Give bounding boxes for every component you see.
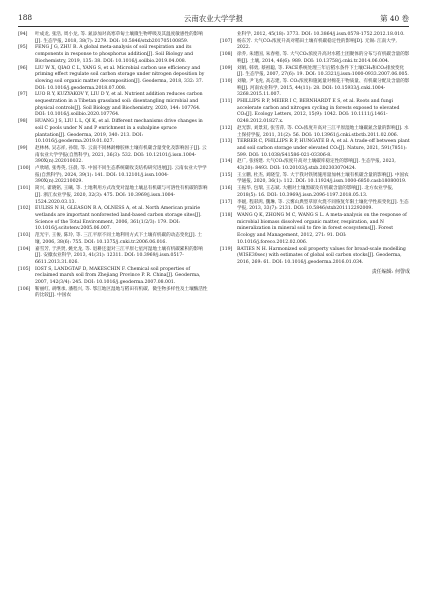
reference-number: [112] (220, 125, 233, 131)
reference-number: [102] (18, 206, 31, 212)
reference-text: 简兴, 翟晓铭, 王曦, 等. 土地利用方式改变对湿地土壤总有机碳与可溶性有机碳的影响[J]. 浙江农业学报, 2020, 32(3): 475. DOI: 10.3969/j.issn.1004-1524.2020.03.13. (35, 186, 208, 205)
reference-text: 刘敏, 尹飞虎, 高志建, 等. CO₂浓度和施氮量对棉花干物质量、有机碳分配及含量的影响[J]. 河南农业科学, 2015, 44(11): 28. DOI: 10.15933/j.cnki.1004-3268.2015.11.007. (237, 78, 410, 98)
reference-number: [95] (18, 45, 28, 51)
header-rule (18, 26, 409, 27)
reference-entry (18, 287, 208, 300)
reference-entry (18, 146, 208, 166)
reference-text: 王立鹏, 杜杰, 刘晓莹, 等. 大于我对铁锈施用量加林土壤有机碳含量的影响[J]. 中国农学通报, 2020, 36(1): 112. DOI: 10.11924/j.issn.1000-6850.casb18080019. (237, 172, 409, 185)
reference-number: [106] (18, 286, 31, 292)
reference-entry (220, 247, 410, 267)
reference-entry (220, 200, 410, 213)
reference-text: 李媛, 程彩鸿, 魏琳, 等. 云雾山典型草原火烧不同恢复年限土壤化学性质变化[J]. 生态学报, 2013, 33(7): 2131. DOI: 10.5846/stxb201112292009. (237, 199, 409, 212)
reference-entry (18, 119, 208, 146)
reference-text: FENG J G, ZHU B. A global meta-analysis of soil respiration and its components in response to phosphorus addition[J]. Soil Biology and Biochemistry, 2019, 135: 38. DOI: 10.1016/j.soilbio.2019.04.008. (35, 45, 194, 64)
reference-entry (220, 52, 410, 65)
reference-entry (18, 92, 208, 119)
reference-text: 靳丽红, 胡继承, 潘程兴, 等. 鄂江地区湿地与稻田有机碳、微生物多样性及土壤酶活性的比较[J]. 中国农 (35, 286, 208, 299)
reference-number: [104] (18, 246, 31, 252)
reference-entry (220, 173, 410, 186)
reference-entry (220, 126, 410, 139)
reference-text: LUO R Y, KUZYAKOV Y, LIU D Y, et al. Nutrient addition reduces carbon sequestration in a Tibetan grassland soil: disentangling microbial and physical controls[J]. Soil Biology and Biochemistry, 2020, 144: 107764. DOI: 10.1016/j.soilbio.2020.107764. (35, 92, 203, 118)
reference-text: EULISS N H, GLEASON R A, OLNESS A, et al. North American prairie wetlands are important nonforested land-based carbon storage sites[J]. Science of the Total Environment, 2006, 361(1/2/3): 179. DOI: 10.1016/j.scitotenv.2005.06.007. (35, 206, 202, 232)
reference-entry (18, 45, 208, 65)
reference-text: IOST S, LANDGTAF D, MAKESCHIN F. Chemical soil properties of reclaimed marsh soil from Zhejiang Province P. R. China[J]. Geoderma, 2007, 142(3/4): 245. DOI: 10.1016/j.geoderma.2007.08.001. (35, 266, 201, 286)
reference-entry (220, 79, 410, 99)
reference-entry (220, 99, 410, 126)
reference-text: 业科学, 2012, 45(18): 3773. DOI: 10.3864/j.issn.0578-1752.2012.18.010. (237, 32, 405, 37)
reference-number: [119] (220, 246, 233, 252)
reference-number: [100] (18, 166, 31, 172)
reference-number: [109] (220, 65, 233, 71)
reference-text: 王振华, 包瑞, 王志斌. 大棚对土壤黑碳及有机碳含量的影响[J]. 北方农业学报, 2018(5): 16. DOI: 10.3969/j.issn.2096-1197.2018.05.13. (237, 186, 394, 198)
reference-entry (18, 32, 208, 45)
reference-entry (18, 267, 208, 287)
reference-text: PHILLIPS R P, MEIER I C, BERNHARDT E S, et al. Roots and fungi accelerate carbon and nitrogen cycling in forests exposed to elevated CO₂[J]. Ecology Letters, 2012, 15(9): 1042. DOI: 10.1111/j.1461-0248.2012.01827.x. (237, 99, 400, 125)
reference-entry (220, 66, 410, 79)
reference-entry (220, 159, 410, 172)
reference-number: [116] (220, 186, 233, 192)
reference-number: [110] (220, 78, 233, 84)
reference-text: 嘉雪芳, 于洪贤, 姚允龙, 等. 退耕还湿对三江平原七星河湿地土壤有机碳累积的影响[J]. 安徽农业科学, 2013, 41(31): 12311. DOI: 10.3969/j.issn.0517-6611.2013.31.026. (35, 246, 203, 265)
reference-entry (220, 139, 410, 159)
reference-number: [111] (220, 99, 233, 105)
reference-entry (18, 66, 208, 93)
reference-text: 赵林林, 吴志祥, 孙瑞, 等. 云南不同林龄橡胶林土壤有机碳含量变化及影响因子[J]. 云南农业大学学报(自然科学), 2021, 36(3): 532. DOI: 10.12101/j.issn.1004-390X(n).202010032. (35, 145, 207, 165)
reference-number: [115] (220, 172, 233, 178)
reference-text: LIU W X, QIAO C L, YANG S, et al. Microbial carbon use efficiency and priming effect regulate soil carbon storage under nitrogen deposition by slowing soil organic matter decomposition[J]. Geoderma, 2018, 332: 37. DOI: 10.1016/j.geoderma.2018.07.008. (35, 65, 205, 91)
reference-number: [101] (18, 186, 31, 192)
references-body (18, 32, 410, 592)
left-column (18, 32, 208, 592)
reference-number: [97] (18, 92, 28, 98)
reference-text: 范光宇, 王俊, 陈玲, 等. 三江平原不同土地利用方式下土壤有机碳的动态变化[J]. 土壤, 2006, 38(6): 755. DOI: 10.1375/j.cnki.tr.2006.06.016. (35, 233, 203, 245)
reference-number: [105] (18, 266, 31, 272)
reference-entry (18, 233, 208, 246)
reference-text: 刘娟, 韩勇, 蔡祖聪, 等. FACE系统处理三年后稻水条件下土壤CH₄和CO₂排放变化[J]. 生态学报, 2007, 27(6): 19. DOI: 10.3321/j.issn:1000-0933.2007.06.005. (237, 65, 409, 78)
reference-number: [103] (18, 233, 31, 239)
reference-number: [117] (220, 199, 233, 205)
reference-number: [99] (18, 145, 28, 151)
reference-entry (18, 186, 208, 206)
reference-number: [113] (220, 139, 233, 145)
reference-text: 徐乔, 朱建国, 朱春梧, 等. 大气CO₂浓度升高对水稻土团聚体的分布与有机碳含量的影响[J]. 土壤, 2014, 46(6): 989. DOI: 10.13758/j.cnki.tr.2014.06.004. (237, 52, 410, 64)
reference-text: 叶成龙, 张浩, 周小龙, 等. 氮添加对高寒草甸土壤微生物呼吸及其温度敏感性的影响[J]. 生态学报, 2018, 38(7): 2279. DOI: 10.5846/stxb201705100859. (35, 32, 203, 44)
editor-note: 责任编辑: 何謦成 (371, 268, 410, 275)
reference-text: HUANG J S, LIU L L, QI K, et al. Different mechanisms drive changes in soil C pools under N and P enrichment in a subalpine spruce plantation[J]. Geoderma, 2019, 340: 213. DOI: 10.1016/j.geoderma.2019.01.027. (35, 119, 203, 145)
reference-number: [114] (220, 159, 233, 165)
reference-number: [108] (220, 52, 233, 58)
reference-entry (220, 186, 410, 199)
reference-text: TERRER C, PHILLIPS R P, HUNGATE B A, et al. A trade-off between plant and soil carbon storage under elevated CO₂[J]. Nature, 2021, 591(7851): 599. DOI: 10.1038/S41586-021-03306-8. (237, 139, 410, 158)
volume-label: 第 40 卷 (380, 14, 409, 23)
reference-text: BATIES N H. Harmonized soil property values for broad-scale modelling (WISE30sec) with estimates of global soil carbon stocks[J]. Geoderma, 2016, 269: 61. DOI: 10.1016/j.geoderma.2016.01.034. (237, 246, 406, 265)
reference-entry (18, 206, 208, 233)
reference-text: 赵广, 张扬建. 大气CO₂浓度升高对土壤碳库稳定性的影响[J]. 生态学报, 2023, 43(20): 8493. DOI: 10.20103/j.stxb.202303070424. (237, 159, 396, 172)
reference-number: [107] (220, 38, 233, 44)
reference-number: [94] (18, 32, 28, 37)
reference-text: 赵光影, 刘景双, 张雪萍, 等. CO₂浓度升高对三江平原湿地土壤碳氮含量的影响[J]. 水土保持学报, 2011, 31(2): 56. DOI: 10.13961/j.cnki.stbctb.2011.02.006. (237, 125, 409, 138)
reference-text: WANG Q K, ZHONG M C, WANG S L. A meta-analysis on the response of microbial biomass dissolved organic matter, respiration, and N mineralization in mineral soil to fire in forest ecosystems[J]. Forest Ecology and Management, 2012, 271: 91. DOI: 10.1016/j.foreco.2012.02.006. (237, 212, 407, 245)
reference-entry (18, 247, 208, 267)
page-header (18, 10, 409, 24)
reference-entry (220, 213, 410, 247)
reference-entry (220, 32, 410, 39)
page-number: 188 (18, 13, 33, 22)
reference-text: 卢欣晴, 张秀英, 汪晨, 等. 中国不同生态系统碳收支结构研究进展[J]. 云南农业大学学报(自然科学), 2024, 39(1): 141. DOI: 10.12101/j.issn.1004-390X(n).202210029. (35, 166, 207, 185)
reference-number: [96] (18, 65, 28, 71)
reference-text: 杨东芳. 大气CO₂浓度升高对稻田土壤有机碳稳定性的影响[D]. 无锡: 江南大学, 2022. (237, 38, 397, 51)
right-column (220, 32, 410, 592)
reference-number: [118] (220, 212, 233, 218)
journal-title: 云南农业大学学报 (183, 14, 244, 23)
reference-entry (220, 39, 410, 52)
reference-number (220, 32, 237, 39)
reference-number: [98] (18, 119, 28, 125)
reference-entry (18, 166, 208, 186)
